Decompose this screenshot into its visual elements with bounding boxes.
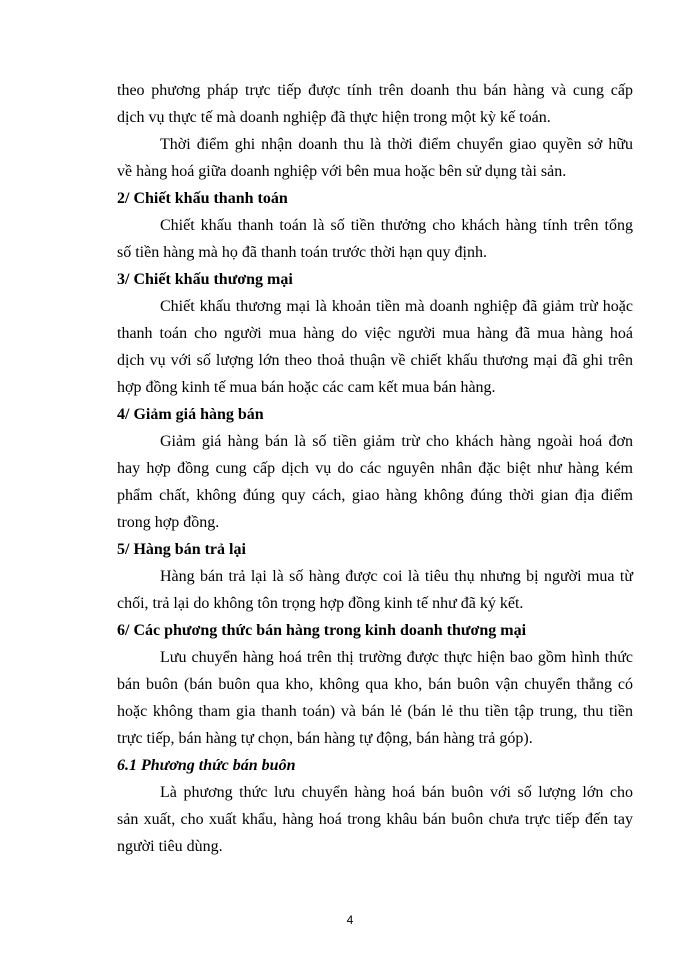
body-line: hoặc không tham gia thanh toán) và bán lẻ (bán lẻ thu tiền tập trung, thu tiền	[117, 703, 633, 720]
body-line: Chiết khấu thương mại là khoản tiền mà doanh nghiệp đã giảm trừ hoặc	[160, 298, 633, 315]
body-line: bán buôn (bán buôn qua kho, không qua kho, bán buôn vận chuyển thẳng có	[117, 676, 633, 693]
subsection-heading: 6.1 Phương thức bán buôn	[117, 757, 296, 774]
body-line: Là phương thức lưu chuyển hàng hoá bán buôn với số lượng lớn cho	[160, 784, 633, 801]
body-line: người tiêu dùng.	[117, 838, 223, 855]
body-line: trong hợp đồng.	[117, 514, 220, 531]
body-line: Giảm giá hàng bán là số tiền giảm trừ cho khách hàng ngoài hoá đơn	[160, 433, 633, 450]
section-heading: 3/ Chiết khấu thương mại	[117, 271, 293, 288]
body-line: dịch vụ thực tế mà doanh nghiệp đã thực hiện trong một kỳ kế toán.	[117, 109, 551, 126]
body-line: chối, trả lại do không tôn trọng hợp đồng kinh tế như đã ký kết.	[117, 595, 524, 612]
body-line: phẩm chất, không đúng quy cách, giao hàng không đúng thời gian địa điểm	[117, 487, 633, 504]
body-line: hay hợp đồng cung cấp dịch vụ do các nguyên nhân đặc biệt như hàng kém	[117, 460, 633, 477]
section-heading: 6/ Các phương thức bán hàng trong kinh doanh thương mại	[117, 622, 527, 639]
section-heading: 4/ Giảm giá hàng bán	[117, 406, 264, 423]
section-heading: 5/ Hàng bán trả lại	[117, 541, 246, 558]
body-line: sản xuất, cho xuất khẩu, hàng hoá trong khâu bán buôn chưa trực tiếp đến tay	[117, 811, 633, 828]
page-number: 4	[346, 913, 354, 927]
body-line: Thời điểm ghi nhận doanh thu là thời điểm chuyển giao quyền sở hữu	[160, 136, 633, 153]
body-line: hợp đồng kinh tế mua bán hoặc các cam kết mua bán hàng.	[117, 379, 496, 396]
section-heading: 2/ Chiết khấu thanh toán	[117, 190, 288, 207]
body-line: Chiết khấu thanh toán là số tiền thưởng cho khách hàng tính trên tổng	[160, 217, 633, 234]
body-line: Lưu chuyển hàng hoá trên thị trường được thực hiện bao gồm hình thức	[160, 649, 633, 666]
body-line: theo phương pháp trực tiếp được tính trên doanh thu bán hàng và cung cấp	[117, 82, 633, 99]
body-line: dịch vụ với số lượng lớn theo thoả thuận về chiết khấu thương mại đã ghi trên	[117, 352, 633, 369]
body-line: trực tiếp, bán hàng tự chọn, bán hàng tự động, bán hàng trả góp).	[117, 730, 533, 747]
body-line: Hàng bán trả lại là số hàng được coi là tiêu thụ nhưng bị người mua từ	[160, 568, 633, 585]
body-line: về hàng hoá giữa doanh nghiệp với bên mua hoặc bên sử dụng tài sản.	[117, 163, 567, 180]
body-line: thanh toán cho người mua hàng do việc người mua hàng đã mua hàng hoá	[117, 325, 633, 342]
body-line: số tiền hàng mà họ đã thanh toán trước thời hạn quy định.	[117, 244, 487, 261]
